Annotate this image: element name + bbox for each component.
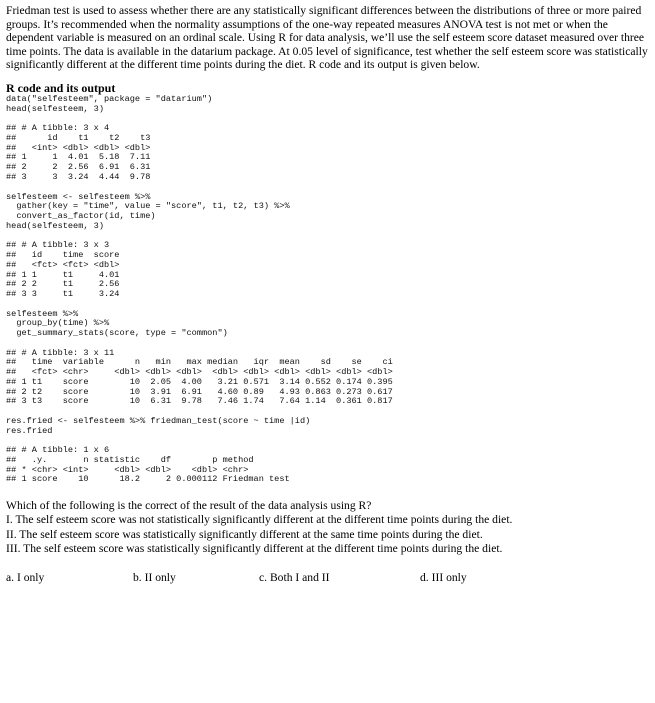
output-head-wide: ## # A tibble: 3 x 4 ## id t1 t2 t3 ## <int> <dbl> <dbl> <dbl> ## 1 1 4.01 5.18 7.11 ## 2 2 2.56 6.91 6.31 ## 3 3 3.24 4.44 9.78 — [6, 123, 151, 182]
code-load-data: data("selfesteem", package = "datarium") head(selfesteem, 3) — [6, 93, 213, 114]
option-d[interactable]: d. III only — [420, 570, 467, 584]
code-summary-stats: selfesteem %>% group_by(time) %>% get_summary_stats(score, type = "common") — [6, 308, 228, 339]
statement-1: I. The self esteem score was not statistically significantly different at the different time points during the diet. — [6, 513, 513, 527]
intro-text: Friedman test is used to assess whether there are any statistically significant differences between the distributions of three or more paired groups. It’s recommended when the normality assumptions of the one-way repeated measures ANOVA test is not met or when the dependent variable is measured on an ordinal scale. Using R for data analysis, we’ll use the self esteem score dataset measured over three time points. The data is available in the datarium package. At 0.05 level of significance, test whether the self esteem score was statistically significantly different at the different time points during the diet. R code and its output is given below. — [6, 4, 648, 72]
section-heading: R code and its output — [6, 80, 116, 95]
option-c[interactable]: c. Both I and II — [259, 570, 330, 584]
intro-paragraph — [6, 4, 651, 72]
option-b[interactable]: b. II only — [133, 570, 176, 584]
option-a[interactable]: a. I only — [6, 570, 45, 584]
statement-3: III. The self esteem score was statistically significantly different at the different time points during the diet. — [6, 541, 503, 555]
question-prompt: Which of the following is the correct of the result of the data analysis using R? — [6, 499, 372, 513]
output-friedman-test: ## # A tibble: 1 x 6 ## .y. n statistic df p method ## * <chr> <int> <dbl> <dbl> <dbl> <chr> ## 1 score 10 18.2 2 0.000112 Friedman test — [6, 445, 290, 485]
answer-options — [6, 571, 651, 584]
document-page — [6, 4, 651, 584]
code-gather: selfesteem <- selfesteem %>% gather(key = "time", value = "score", t1, t2, t3) %>% convert_as_factor(id, time) head(selfesteem, 3) — [6, 191, 290, 231]
code-friedman-test: res.fried <- selfesteem %>% friedman_test(score ~ time |id) res.fried — [6, 415, 311, 436]
question-block — [6, 499, 651, 556]
output-summary-stats: ## # A tibble: 3 x 11 ## time variable n min max median iqr mean sd se ci ## <fct> <chr> <dbl> <dbl> <dbl> <dbl> <dbl> <dbl> <dbl> <dbl> <dbl> ## 1 t1 score 10 2.05 4.00 3.21 0.571 3.14 0.552 0.174 0.395 ## 2 t2 score 10 3.91 6.91 4.60 0.89 4.93 0.863 0.273 0.617 ## 3 t3 score 10 6.31 9.78 7.46 1.74 7.64 1.14 0.361 0.817 — [6, 347, 393, 407]
statement-2: II. The self esteem score was statistically significantly different at the same time points during the diet. — [6, 527, 483, 541]
output-head-long: ## # A tibble: 3 x 3 ## id time score ## <fct> <fct> <dbl> ## 1 1 t1 4.01 ## 2 2 t1 2.56 ## 3 3 t1 3.24 — [6, 240, 120, 299]
